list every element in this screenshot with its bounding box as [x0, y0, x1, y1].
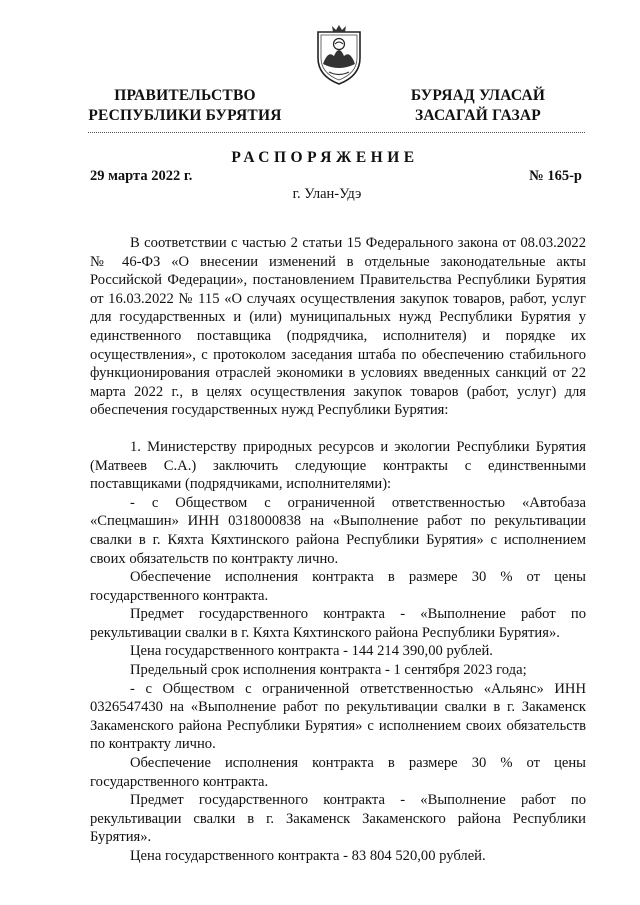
paragraph-deadline-1: Предельный срок исполнения контракта - 1 сентября 2023 года; [130, 662, 527, 679]
government-name-russian [80, 86, 290, 126]
paragraph-preamble: В соответствии с частью 2 статьи 15 Федерального закона от 08.03.2022 № 46-ФЗ «О внесении изменений в отдельные законодательные акты Российской Федерации», постановлением Правительства Республики Бурятия от 16.03.2022 № 115 «О случаях осуществления закупок товаров, работ, услуг для государственных и (или) муниципальных нужд Республики Бурятия у единственного поставщика (подрядчика, исполнителя) и порядке их осуществления», с протоколом заседания штаба по обеспечению стабильного функционирования отраслей экономики в условиях введенных санкций от 22 марта 2022 г., в целях осуществления закупок товаров (работ, услуг) для обеспечения государственных нужд Республики Бурятия: [90, 235, 586, 419]
paragraph-item-1: 1. Министерству природных ресурсов и экологии Республики Бурятия (Матвеев С.А.) заключить следующие контракты с единственными поставщиками (подрядчиками, исполнителями): [90, 438, 586, 493]
paragraph-contract-2: - с Обществом с ограниченной ответственностью «Альянс» ИНН 0326547430 на «Выполнение работ по рекультивации свалки в г. Закаменск Закаменского района Республики Бурятия» с исполнением своих обязательств по контракту лично. [90, 680, 586, 753]
government-name-buryat-line1: БУРЯАД УЛАСАЙ [410, 87, 546, 104]
government-name-buryat-line2: ЗАСАГАЙ ГАЗАР [415, 107, 541, 124]
paragraph-subject-1: Предмет государственного контракта - «Выполнение работ по рекультивации свалки в г. Кяхта Кяхтинского района Республики Бурятия». [90, 606, 586, 641]
document-type: РАСПОРЯЖЕНИЕ [231, 149, 419, 166]
paragraph-security-1: Обеспечение исполнения контракта в размере 30 % от цены государственного контракта. [90, 569, 586, 604]
paragraph-contract-1: - с Обществом с ограниченной ответственностью «Автобаза «Спецмашин» ИНН 0318000838 на «Выполнение работ по рекультивации свалки в г. Кяхта Кяхтинского района Республики Бурятия» с исполнением своих обязательств по контракту лично. [90, 494, 586, 567]
document-date: 29 марта 2022 г. [90, 168, 193, 184]
paragraph-security-2: Обеспечение исполнения контракта в размере 30 % от цены государственного контракта. [90, 755, 586, 790]
header-divider [88, 132, 585, 133]
government-name-line1: ПРАВИТЕЛЬСТВО [114, 87, 256, 104]
paragraph-subject-2: Предмет государственного контракта - «Выполнение работ по рекультивации свалки в г. Закаменск Закаменского района Республики Бурятия». [90, 792, 586, 846]
document-city: г. Улан-Удэ [292, 186, 362, 202]
paragraph-price-1: Цена государственного контракта - 144 214 390,00 рублей. [130, 643, 493, 660]
government-name-line2: РЕСПУБЛИКИ БУРЯТИЯ [88, 107, 282, 124]
paragraph-price-2: Цена государственного контракта - 83 804 520,00 рублей. [130, 848, 486, 864]
government-name-buryat [398, 86, 558, 126]
document-number: № 165-р [529, 168, 582, 184]
document-body [90, 234, 586, 866]
coat-of-arms-icon [314, 24, 364, 86]
